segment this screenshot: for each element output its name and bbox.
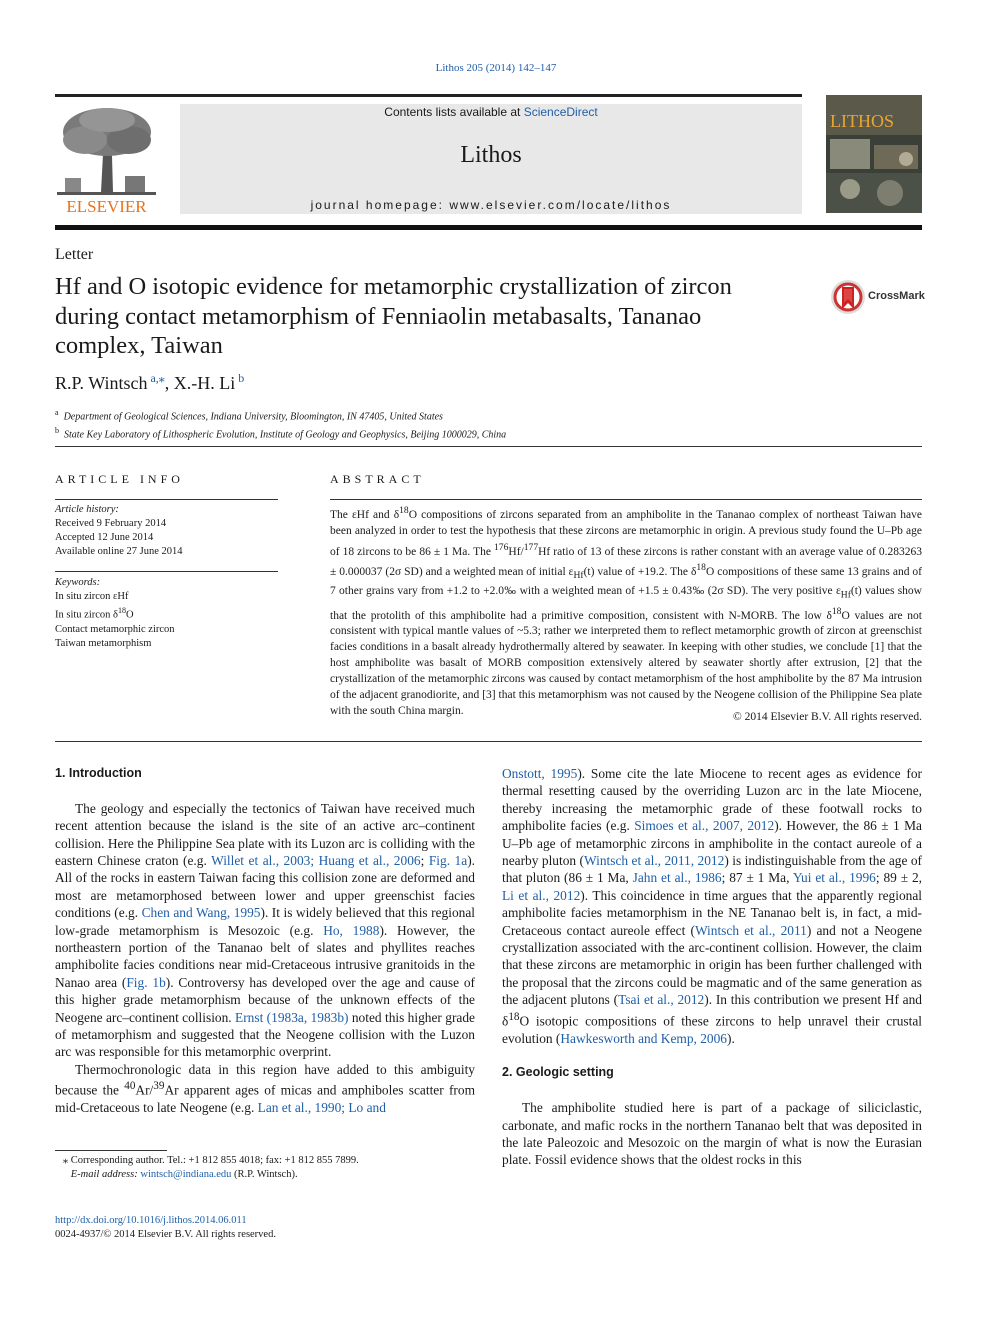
reference-link[interactable]: Onstott, 1995 <box>502 766 578 781</box>
divider <box>55 571 278 572</box>
header-thick-rule <box>55 225 922 230</box>
reference-link[interactable]: Hawkesworth and Kemp, 2006 <box>560 1030 727 1046</box>
article-info-heading: ARTICLE INFO <box>55 472 184 486</box>
author-list: R.P. Wintsch $^{a,⁎}$, X.-H. Li $^b$ <box>55 371 245 393</box>
email-link[interactable]: wintsch@indiana.edu <box>140 1169 232 1180</box>
journal-citation-link[interactable]: Lithos 205 (2014) 142–147 <box>435 62 557 74</box>
footnote-rule <box>55 1150 167 1151</box>
keyword: Contact metamorphic zircon <box>55 624 175 636</box>
reference-link[interactable]: Wintsch et al., 2011, 2012 <box>584 853 725 869</box>
journal-homepage: journal homepage: www.elsevier.com/locate/lithos <box>310 198 672 212</box>
reference-link[interactable]: Li et al., 2012 <box>502 887 581 903</box>
abstract-heading: ABSTRACT <box>330 472 425 486</box>
keyword: In situ zircon εHf <box>55 591 129 603</box>
journal-cover-image <box>826 95 922 213</box>
affiliation-a: $^a$ Department of Geological Sciences, Indiana University, Bloomington, IN 47405, United States <box>55 408 443 423</box>
abstract-text: The εHf and $\delta^{18}O$ compositions of zircons separated from an amphibolite in the Tananao complex of northeast Taiwan have been analyzed in order to test the hypothesis that these zircons are metamorphic in origin. A previous study found the U–Pb age of 18 zircons to be 86 ± 1 Ma. The $^{176}$Hf/$^{177}$Hf ratio of 13 of these zircons is rather constant with an average value of 0.283263 ± 0.000037 (2σ SD) and a weighted mean of initial $\varepsilon_{Hf}(t)$ value of +19.2. The $\delta^{18}O$ compositions of these same 13 grains and of 7 other grains vary from +1.2 to +2.0‰ with a weighted mean of +1.5 ± 0.43‰ (2σ SD). The very positive $\varepsilon_{Hf}(t)$ values show that the protolith of this amphibolite had a primitive composition, consistent with N-MORB. The low $\delta^{18}O$ values are not consistent with typical mantle values of ~5.3; rather we interpreted them to reflect metamorphic growth of zircon at greenschist facies conditions in a basalt already hydrothermally altered by seawater. In keeping with other studies, we conclude [1] that the host amphibolite was basalt of MORB composition extensively altered by seawater shortly after extrusion, [2] that the crystallization of the metamorphic zircons was caused by contact metamorphism of the host amphibolite by the 87 Ma intrusion of the adjacent granodiorite, and [3] that this metamorphism was not caused by the Neogene collision of the Philippine Sea plate with the south China margin. <box>330 505 923 717</box>
section-heading-introduction: 1. Introduction <box>55 766 142 780</box>
svg-text:LITHOS: LITHOS <box>830 111 894 131</box>
crossmark-label: CrossMark <box>868 290 925 302</box>
reference-link[interactable]: Huang et al., 2006 <box>318 853 421 869</box>
paragraph: Thermochronologic data in this region have added to this ambiguity because the $^{40}$Ar/$^{39}$Ar apparent ages of micas and amphiboles scatter from mid-Cretaceous to late Neogene (e.g. Lan et al., 1990; Lo and <box>55 1061 475 1116</box>
divider <box>55 499 278 500</box>
copyright-notice: © 2014 Elsevier B.V. All rights reserved. <box>733 711 922 723</box>
author-name: R.P. Wintsch <box>55 373 148 393</box>
homepage-url[interactable]: www.elsevier.com/locate/lithos <box>449 198 672 212</box>
paragraph: The amphibolite studied here is part of a package of siliciclastic, carbonate, and mafic rocks in the northern Tananao belt that was deposited in the late Paleozoic and Mesozoic on the margin of what is now the Eurasian plate. Fossil evidence shows that the oldest rocks in this <box>502 1100 922 1168</box>
affiliation-link[interactable]: a,⁎ <box>150 371 165 385</box>
doi-block: http://dx.doi.org/10.1016/j.lithos.2014.06.011 0024-4937/© 2014 Elsevier B.V. All rights reserved. <box>55 1215 276 1240</box>
article-title: Hf and O isotopic evidence for metamorphic crystallization of zircon during contact metamorphism of Fenniaolin metabasalts, Tananao complex, Taiwan <box>55 273 732 359</box>
reference-link[interactable]: Willet et al., 2003; <box>211 853 315 869</box>
reference-link[interactable]: Simoes et al., 2007, 2012 <box>634 818 775 834</box>
keyword: In situ zircon $\delta^{18}O$ <box>55 606 134 621</box>
reference-link[interactable]: Ernst (1983a, 1983b) <box>235 1009 349 1025</box>
crossmark-button[interactable] <box>830 279 930 315</box>
reference-link[interactable]: Lan et al., 1990; Lo and <box>257 1100 386 1116</box>
crossmark-icon <box>830 279 866 315</box>
doi-link[interactable]: http://dx.doi.org/10.1016/j.lithos.2014.06.011 <box>55 1215 247 1226</box>
reference-link[interactable]: Fig. 1b <box>126 974 166 990</box>
contents-line: Contents lists available at ScienceDirect <box>384 105 598 119</box>
reference-link[interactable]: Yui et al., 1996 <box>792 870 876 886</box>
paragraph: Onstott, 1995). Some cite the late Miocene to recent ages as evidence for thermal resetting caused by the overriding Luzon arc in the late Miocene, thereby increasing the metamorphic grade of these footwall rocks to amphibolite facies (e.g. Simoes et al., 2007, 2012). However, the 86 ± 1 Ma U–Pb age of metamorphic zircons in amphibolite in the contact aureole of a nearby pluton (Wintsch et al., 2011, 2012) is indistinguishable from the age of that pluton (86 ± 1 Ma, Jahn et al., 1986; 87 ± 1 Ma, Yui et al., 1996; 89 ± 2, Li et al., 2012). This coincidence in time argues that the apparently regional amphibolite facies metamorphism in the NE Tananao belt is, in fact, a mid-Cretaceous contact aureole effect (Wintsch et al., 2011) and not a Neogene crystallization associated with the arc-continent collision. However, the claim that these zircons are metamorphic in origin has been further challenged with the proposal that the zircons could be magmatic and of the same generation as the adjacent plutons (Tsai et al., 2012). In this contribution we present Hf and $\delta^{18}O$ isotopic compositions of these zircons to help unravel their crustal evolution (Hawkesworth and Kemp, 2006). <box>502 766 923 1046</box>
reference-link[interactable]: Ho, 1988 <box>323 922 380 938</box>
body-column-right <box>502 765 922 1169</box>
paragraph: The geology and especially the tectonics of Taiwan have received much recent attention because the island is the site of an active arc–continent collision. Here the Philippine Sea plate with its Luzon arc is colliding with the eastern Chinese craton (e.g. Willet et al., 2003; Huang et al., 2006; Fig. 1a). All of the rocks in eastern Taiwan facing this collision zone are deformed and most are metamorphosed between lower and upper greenschist facies conditions (e.g. Chen and Wang, 1995). It is widely believed that this regional low-grade metamorphism is Mesozoic (e.g. Ho, 1988). However, the northeastern portion of the Tananao belt of slates and phyllites reaches amphibolite facies conditions near mid-Cretaceous intrusive granitoids in the Nanao area (Fig. 1b). Controversy has developed over the age and cause of this higher grade metamorphism because of the unknown effects of the Neogene arc–continent collision. Ernst (1983a, 1983b) noted this higher grade of metamorphism and suggested that the Neogene collision with the Luzon arc was responsible for this metamorphic overprint. <box>55 800 476 1060</box>
reference-link[interactable]: Jahn et al., 1986 <box>632 870 722 886</box>
reference-link[interactable]: Tsai et al., 2012 <box>618 992 705 1008</box>
keywords: Keywords: In situ zircon εHf In situ zircon $\delta^{18}O$ Contact metamorphic zircon Taiwan metamorphism <box>55 576 175 652</box>
article-type: Letter <box>55 246 94 263</box>
reference-link[interactable]: Fig. 1a <box>428 853 468 869</box>
affiliation-link[interactable]: b <box>238 371 245 385</box>
article-history: Article history: Received 9 February 2014 Accepted 12 June 2014 Available online 27 June 2014 <box>55 504 183 557</box>
elsevier-tree-logo <box>55 104 158 215</box>
header-top-rule <box>55 94 802 97</box>
body-column-left <box>55 765 475 1117</box>
reference-link[interactable]: Wintsch et al., 2011 <box>694 922 807 938</box>
divider <box>55 446 922 447</box>
affiliations <box>55 406 506 443</box>
divider <box>55 741 922 742</box>
keyword: Taiwan metamorphism <box>55 638 152 650</box>
section-heading-geologic-setting: 2. Geologic setting <box>502 1065 614 1080</box>
svg-text:ELSEVIER: ELSEVIER <box>66 197 147 215</box>
affiliation-b: $^b$ State Key Laboratory of Lithospheric Evolution, Institute of Geology and Geophysics, Beijing 1000029, China <box>55 426 507 441</box>
divider <box>330 499 922 500</box>
journal-name: Lithos <box>460 142 522 168</box>
footnote: ⁎ Corresponding author. Tel.: +1 812 855 4018; fax: +1 812 855 7899. E-mail address: wintsch@indiana.edu (R.P. Wintsch). <box>62 1155 359 1180</box>
reference-link[interactable]: Chen and Wang, 1995 <box>141 905 261 921</box>
sciencedirect-link[interactable]: ScienceDirect <box>523 105 598 119</box>
author-name: X.-H. Li <box>173 373 236 393</box>
